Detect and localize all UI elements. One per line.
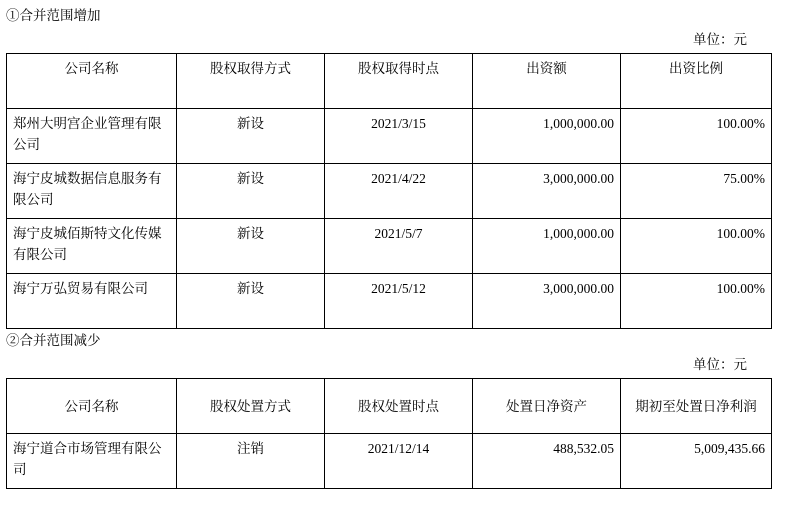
- cell-contribution-amount: 1,000,000.00: [473, 219, 621, 274]
- column-header-acquisition-method: 股权取得方式: [177, 54, 325, 109]
- unit-label-1: 单位：元: [693, 32, 747, 47]
- column-header-company-name: 公司名称: [7, 54, 177, 109]
- cell-acquisition-method: 新设: [177, 164, 325, 219]
- cell-contribution-ratio: 100.00%: [621, 219, 772, 274]
- table-row: [7, 164, 772, 219]
- table-header-row: [7, 54, 772, 109]
- cell-contribution-amount: 3,000,000.00: [473, 274, 621, 329]
- cell-acquisition-method: 新设: [177, 109, 325, 164]
- column-header-acquisition-date: 股权取得时点: [325, 54, 473, 109]
- cell-contribution-amount: 1,000,000.00: [473, 109, 621, 164]
- cell-company-name: 海宁道合市场管理有限公司: [7, 434, 177, 489]
- cell-acquisition-method: 新设: [177, 219, 325, 274]
- cell-acquisition-method: 新设: [177, 274, 325, 329]
- table-row: [7, 109, 772, 164]
- cell-acquisition-date: 2021/4/22: [325, 164, 473, 219]
- table-row: [7, 434, 772, 489]
- section-title-2: ②合并范围减少: [6, 333, 101, 348]
- column-header-contribution-ratio: 出资比例: [621, 54, 772, 109]
- column-header-company-name: 公司名称: [7, 379, 177, 434]
- cell-acquisition-date: 2021/5/7: [325, 219, 473, 274]
- column-header-net-assets-at-disposal: 处置日净资产: [473, 379, 621, 434]
- merge-scope-increase-table: [6, 53, 772, 329]
- column-header-disposal-method: 股权处置方式: [177, 379, 325, 434]
- table-row: [7, 274, 772, 329]
- cell-disposal-method: 注销: [177, 434, 325, 489]
- cell-company-name: 海宁皮城数据信息服务有限公司: [7, 164, 177, 219]
- section-title-1: ①合并范围增加: [6, 8, 101, 23]
- merge-scope-decrease-table: [6, 378, 772, 489]
- column-header-contribution-amount: 出资额: [473, 54, 621, 109]
- table-row: [7, 219, 772, 274]
- cell-acquisition-date: 2021/3/15: [325, 109, 473, 164]
- cell-net-assets-at-disposal: 488,532.05: [473, 434, 621, 489]
- cell-company-name: 郑州大明宫企业管理有限公司: [7, 109, 177, 164]
- cell-disposal-date: 2021/12/14: [325, 434, 473, 489]
- cell-company-name: 海宁皮城佰斯特文化传媒有限公司: [7, 219, 177, 274]
- column-header-disposal-date: 股权处置时点: [325, 379, 473, 434]
- cell-contribution-ratio: 100.00%: [621, 274, 772, 329]
- cell-company-name: 海宁万弘贸易有限公司: [7, 274, 177, 329]
- cell-acquisition-date: 2021/5/12: [325, 274, 473, 329]
- cell-contribution-ratio: 75.00%: [621, 164, 772, 219]
- unit-label-2: 单位：元: [693, 357, 747, 372]
- cell-contribution-ratio: 100.00%: [621, 109, 772, 164]
- table-header-row: [7, 379, 772, 434]
- column-header-net-profit-to-disposal: 期初至处置日净利润: [621, 379, 772, 434]
- cell-net-profit-to-disposal: 5,009,435.66: [621, 434, 772, 489]
- cell-contribution-amount: 3,000,000.00: [473, 164, 621, 219]
